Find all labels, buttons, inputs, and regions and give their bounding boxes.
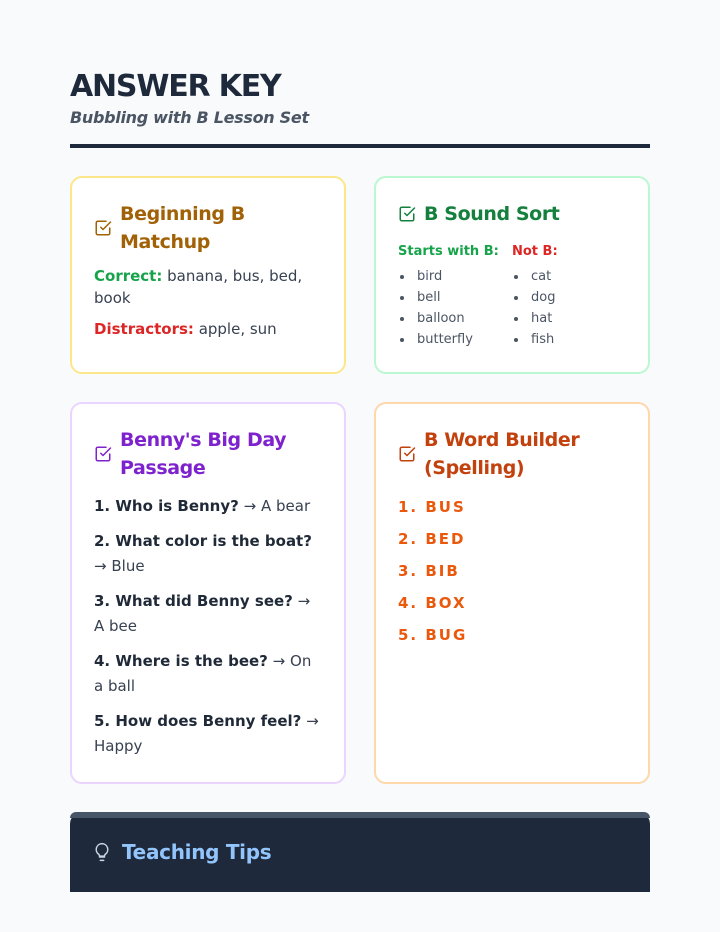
qa-item — [94, 529, 322, 579]
qa-question: 3. What did Benny see? — [94, 592, 293, 610]
checkbox-icon — [94, 219, 112, 237]
qa-arrow: → — [243, 497, 257, 515]
correct-value: banana, bus, bed, book — [94, 267, 303, 307]
word-builder-card — [374, 402, 650, 784]
qa-answer: A bear — [260, 497, 311, 515]
matchup-correct-line — [94, 265, 322, 309]
qa-item — [94, 589, 322, 639]
qa-question: 4. Where is the bee? — [94, 652, 268, 670]
spelling-list — [398, 496, 626, 646]
list-item: balloon — [398, 308, 512, 329]
qa-question: 5. How does Benny feel? — [94, 712, 302, 730]
not-b-column — [512, 242, 626, 350]
page-header — [70, 68, 650, 130]
checkbox-icon — [398, 445, 416, 463]
list-item: hat — [512, 308, 626, 329]
starts-with-b-label: Starts with B: — [398, 244, 499, 259]
qa-arrow: → — [272, 652, 286, 670]
list-item: 4. BOX — [398, 594, 467, 612]
qa-question: 1. Who is Benny? — [94, 497, 239, 515]
correct-label: Correct: — [94, 267, 163, 285]
passage-card-header — [94, 426, 322, 482]
qa-item — [94, 649, 322, 699]
starts-with-b-list — [398, 266, 512, 350]
list-item: bell — [398, 287, 512, 308]
list-item: butterfly — [398, 329, 512, 350]
qa-arrow: → — [94, 557, 107, 575]
matchup-card-title: Beginning B Matchup — [120, 203, 245, 253]
list-item: 1. BUS — [398, 498, 466, 516]
qa-arrow: → — [297, 592, 311, 610]
list-item: 3. BIB — [398, 562, 460, 580]
header-divider — [70, 144, 650, 148]
qa-item — [94, 709, 322, 759]
list-item: 2. BED — [398, 530, 466, 548]
passage-qa-list — [94, 494, 322, 759]
teaching-tips-panel — [70, 812, 650, 892]
page-subtitle: Bubbling with B Lesson Set — [70, 108, 309, 127]
matchup-distractors-line — [94, 318, 322, 340]
list-item: fish — [512, 329, 626, 350]
sound-sort-card-header — [398, 200, 626, 228]
qa-answer: Happy — [94, 737, 143, 755]
teaching-tips-title: Teaching Tips — [122, 840, 272, 864]
page-title: ANSWER KEY — [70, 69, 281, 104]
word-builder-card-header — [398, 426, 626, 482]
sound-sort-card — [374, 176, 650, 374]
qa-item — [94, 494, 322, 519]
sound-sort-columns — [398, 242, 626, 350]
word-builder-card-title: B Word Builder (Spelling) — [424, 429, 580, 479]
qa-answer: Blue — [111, 557, 145, 575]
sound-sort-card-title: B Sound Sort — [424, 203, 560, 225]
passage-card — [70, 402, 346, 784]
lightbulb-icon — [92, 842, 112, 862]
checkbox-icon — [94, 445, 112, 463]
qa-question: 2. What color is the boat? — [94, 532, 312, 550]
not-b-list — [512, 266, 626, 350]
passage-card-title: Benny's Big Day Passage — [120, 429, 287, 479]
list-item: cat — [512, 266, 626, 287]
qa-arrow: → — [306, 712, 319, 730]
matchup-card-header — [94, 200, 322, 256]
starts-with-b-column — [398, 242, 512, 350]
distractors-value: apple, sun — [198, 320, 277, 338]
qa-answer: On a ball — [94, 652, 312, 695]
matchup-card — [70, 176, 346, 374]
list-item: dog — [512, 287, 626, 308]
list-item: bird — [398, 266, 512, 287]
qa-answer: A bee — [94, 617, 138, 635]
list-item: 5. BUG — [398, 626, 468, 644]
distractors-label: Distractors: — [94, 320, 194, 338]
not-b-label: Not B: — [512, 244, 558, 259]
checkbox-icon — [398, 205, 416, 223]
